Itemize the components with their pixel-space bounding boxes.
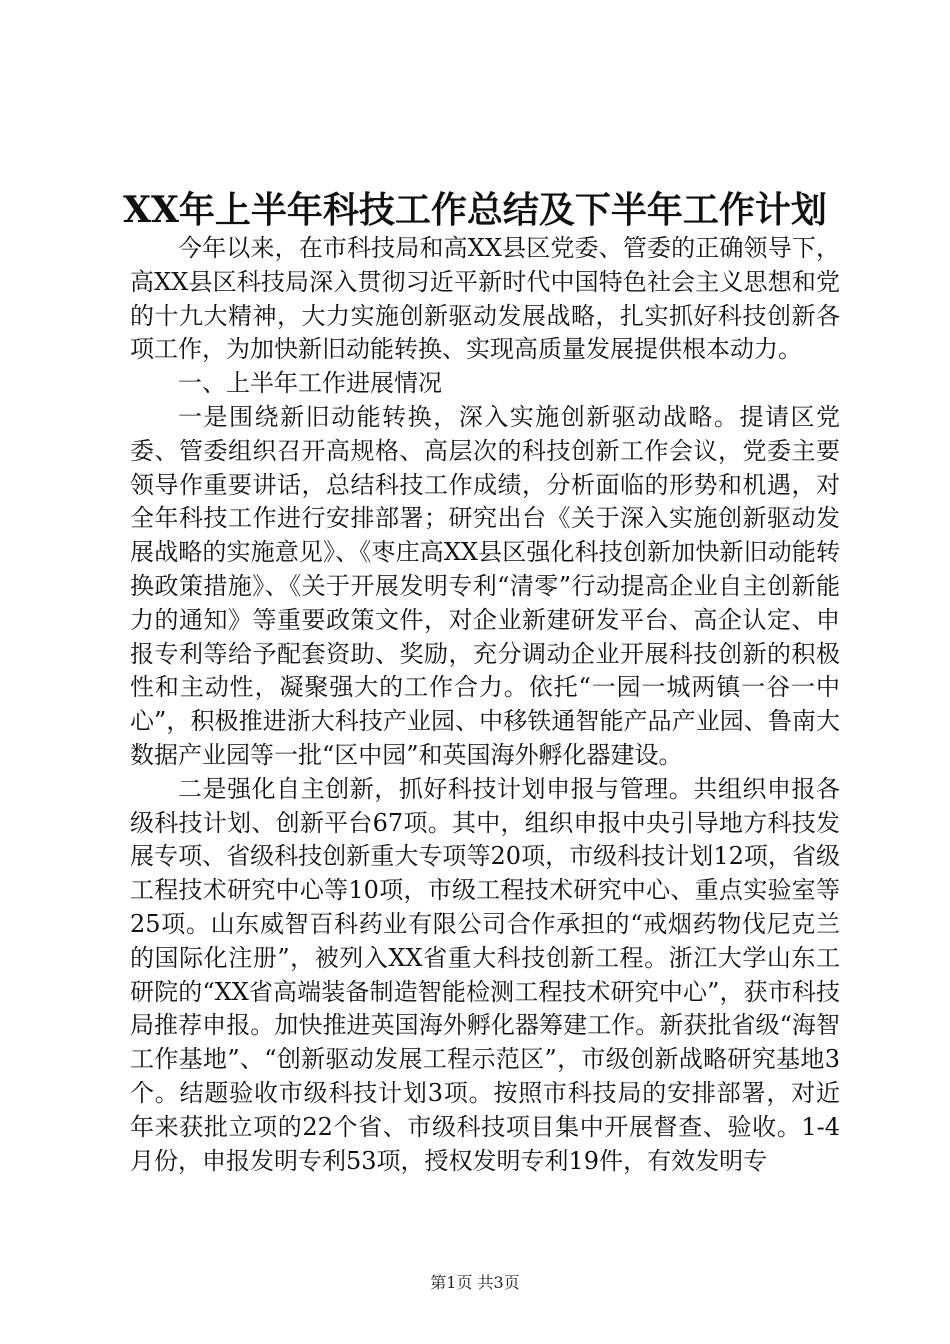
- paragraph-item-2: 二是强化自主创新，抓好科技计划申报与管理。共组织申报各级科技计划、创新平台67项。其中，组织申报中央引导地方科技发展专项、省级科技创新重大专项等20项，市级科技计划12项，省级工程技术研究中心等10项，市级工程技术研究中心、重点实验室等25项。山东威智百科药业有限公司合作承担的“戒烟药物伐尼克兰的国际化注册”，被列入XX省重大科技创新工程。浙江大学山东工研院的“XX省高端装备制造智能检测工程技术研究中心”，获市科技局推荐申报。加快推进英国海外孵化器筹建工作。新获批省级“海智工作基地”、“创新驱动发展工程示范区”，市级创新战略研究基地3个。结题验收市级科技计划3项。按照市科技局的安排部署，对近年来获批立项的22个省、市级科技项目集中开展督查、验收。1-4月份，申报发明专利53项，授权发明专利19件，有效发明专: [130, 774, 840, 1175]
- paragraph-intro: 今年以来，在市科技局和高XX县区党委、管委的正确领导下，高XX县区科技局深入贯彻习近平新时代中国特色社会主义思想和党的十九大精神，大力实施创新驱动发展战略，扎实抓好科技创新各项工作，为加快新旧动能转换、实现高质量发展提供根本动力。: [130, 234, 840, 364]
- paragraph-item-1: 一是围绕新旧动能转换，深入实施创新驱动战略。提请区党委、管委组织召开高规格、高层次的科技创新工作会议，党委主要领导作重要讲话，总结科技工作成绩，分析面临的形势和机遇，对全年科技工作进行安排部署；研究出台《关于深入实施创新驱动发展战略的实施意见》、《枣庄高XX县区强化科技创新加快新旧动能转换政策措施》、《关于开展发明专利“清零”行动提高企业自主创新能力的通知》等重要政策文件，对企业新建研发平台、高企认定、申报专利等给予配套资助、奖励，充分调动企业开展科技创新的积极性和主动性，凝聚强大的工作合力。依托“一园一城两镇一谷一中心”，积极推进浙大科技产业园、中移铁通智能产品产业园、鲁南大数据产业园等一批“区中园”和英国海外孵化器建设。: [130, 402, 840, 769]
- page-footer: 第1页 共3页: [430, 1273, 520, 1292]
- document-title: XX年上半年科技工作总结及下半年工作计划: [123, 189, 827, 231]
- document-body: [130, 232, 840, 1178]
- section-heading: 一、上半年工作进展情况: [178, 369, 442, 398]
